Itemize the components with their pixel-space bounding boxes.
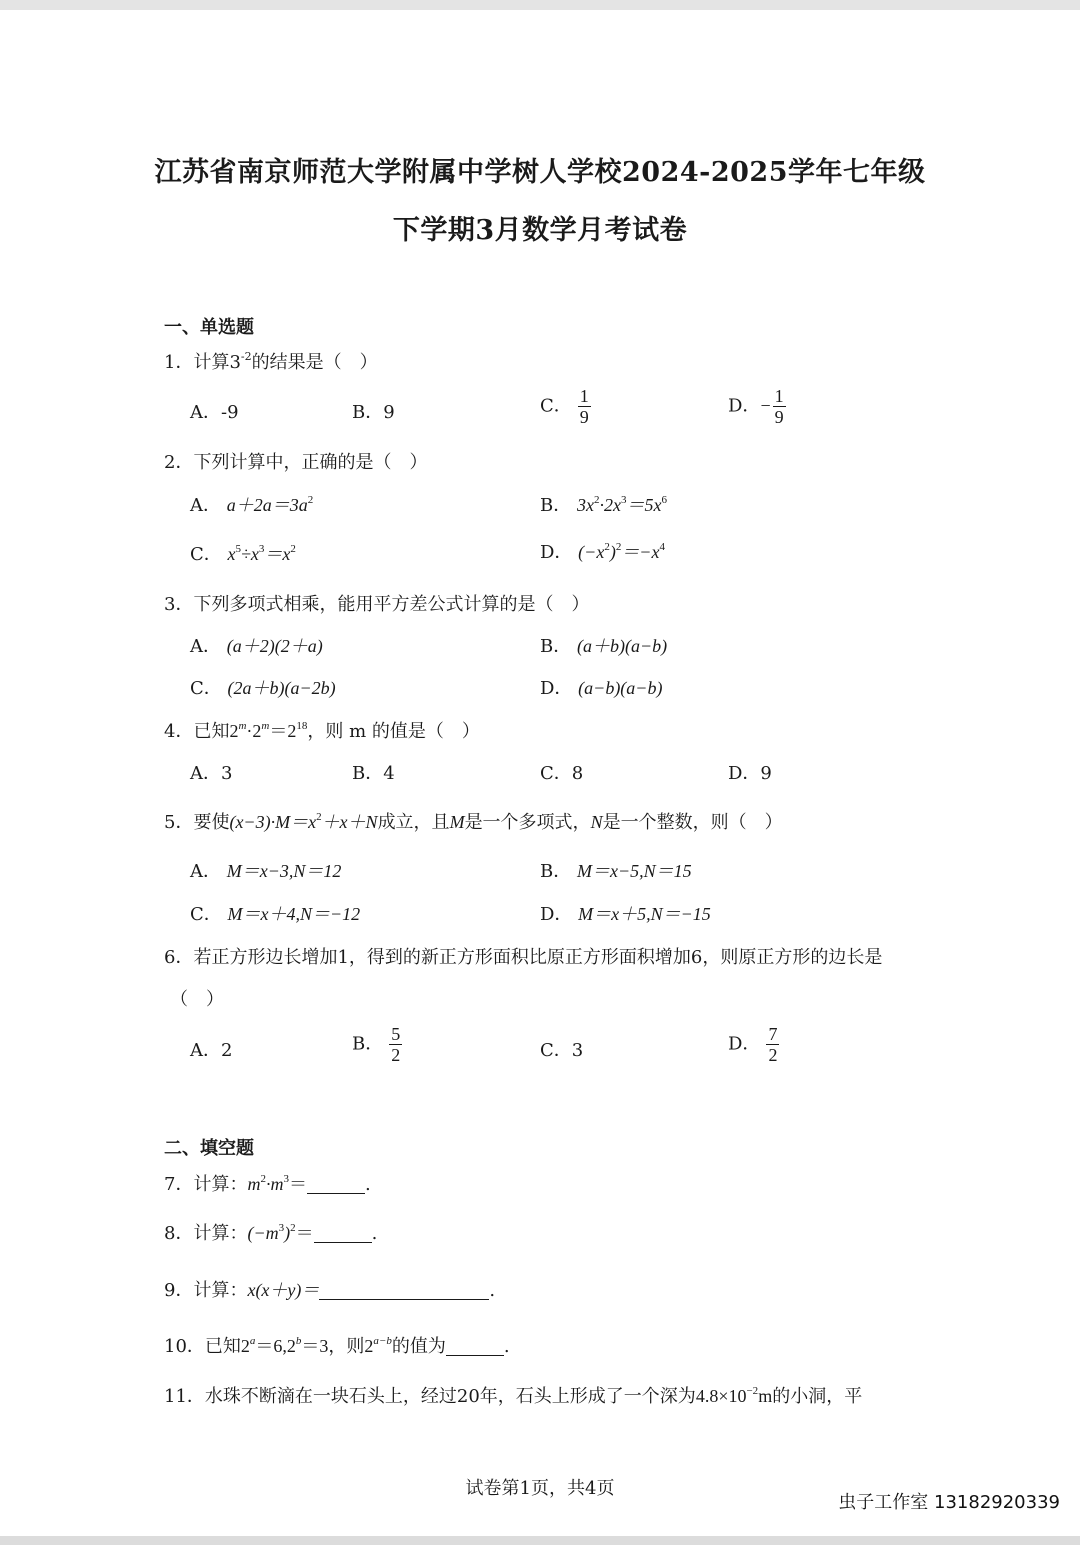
q5-text: 是一个整数，则（ ） [602, 812, 783, 833]
q4-option-a: A．3 [190, 763, 233, 784]
q6-option-d [728, 1024, 779, 1065]
fraction [389, 1024, 402, 1065]
q1-option-d [728, 386, 786, 427]
q1-exponent: -2 [240, 350, 252, 363]
numerator: 7 [768, 1024, 778, 1044]
option-label: A． [190, 861, 221, 882]
q1-text: 1．计算3 [164, 352, 241, 373]
bottom-scan-border [0, 1536, 1080, 1545]
exponent: a−b [373, 1335, 392, 1347]
q3-option-c [190, 674, 336, 700]
math-expr: ＝x [264, 544, 291, 564]
option-label: D． [728, 1033, 761, 1055]
q5-option-d [540, 900, 711, 926]
question-6-stem: 6．若正方形边长增加1，得到的新正方形面积比原正方形面积增加6，则原正方形的边长是 [164, 947, 883, 968]
math-expr: ·2 [246, 721, 262, 741]
answer-blank [446, 1337, 504, 1356]
exponent: m [238, 720, 247, 732]
math-expr: ＝2 [269, 721, 297, 741]
math-expr: ＝5x [626, 495, 662, 515]
question-10 [164, 1332, 510, 1358]
option-label: D． [540, 678, 573, 699]
q5-option-b [540, 857, 692, 883]
q6-option-a: A．2 [190, 1040, 233, 1061]
option-label: B． [540, 636, 572, 657]
equals: ＝ [295, 1223, 314, 1243]
q5-text: 成立，且 [377, 812, 450, 833]
math-expr: x [227, 544, 236, 564]
question-8 [164, 1219, 377, 1245]
option-label: C． [190, 678, 222, 699]
q11-text: 11．水珠不断滴在一块石头上，经过20年，石头上形成了一个深为 [164, 1386, 696, 1407]
watermark: 虫子工作室 13182920339 [838, 1492, 1060, 1513]
math-expr: M＝x−3,N＝12 [226, 861, 342, 881]
q1-option-c [540, 386, 591, 427]
math-expr: (−x [578, 542, 605, 562]
answer-blank [307, 1175, 365, 1194]
q4-option-b: B．4 [352, 763, 395, 784]
exponent: 2 [316, 811, 322, 823]
option-label: C． [190, 544, 222, 565]
math-expr: 2 [229, 721, 239, 741]
q4-option-d: D．9 [728, 763, 772, 784]
q1-option-c-label: C． [540, 395, 572, 417]
period: . [503, 1336, 510, 1357]
math-expr: ÷x [241, 544, 259, 564]
exponent: 18 [296, 720, 308, 732]
math-expr: M＝x＋5,N＝−15 [578, 904, 711, 924]
q1-option-a: A．-9 [190, 402, 239, 423]
q5-option-c [190, 900, 360, 926]
math-expr: (x−3)·M＝x [229, 812, 317, 832]
top-scan-border [0, 0, 1080, 10]
denominator: 9 [774, 407, 784, 427]
exponent: a [249, 1335, 256, 1347]
q11-text-tail: 的小洞，平 [772, 1386, 863, 1407]
exponent: 2 [290, 1222, 296, 1234]
option-label: A． [190, 636, 221, 657]
q1-option-d-label: D． [728, 395, 761, 417]
denominator: 2 [768, 1045, 778, 1065]
option-label: D． [540, 542, 573, 563]
period: . [371, 1223, 378, 1244]
math-expr: M＝x＋4,N＝−12 [227, 904, 361, 924]
answer-blank [314, 1224, 372, 1243]
q2-option-a [190, 491, 313, 517]
math-expr: (−m [247, 1223, 279, 1243]
denominator: 2 [391, 1045, 401, 1065]
q1-text-tail: 的结果是（ ） [251, 352, 378, 373]
q8-text: 8．计算： [164, 1223, 248, 1244]
exponent: 2 [260, 1173, 266, 1185]
option-label: C． [190, 904, 222, 925]
answer-blank [319, 1281, 489, 1300]
math-expr: ) [609, 542, 616, 562]
option-label: B． [540, 861, 572, 882]
section-heading-fill: 二、填空题 [164, 1138, 254, 1159]
question-2-stem: 2．下列计算中，正确的是（ ） [164, 452, 428, 473]
math-expr: ·m [265, 1174, 284, 1194]
option-label: A． [190, 495, 221, 516]
math-expr: (a＋b)(a−b) [576, 636, 668, 656]
exponent: m [261, 720, 270, 732]
unit: m [758, 1386, 773, 1406]
math-expr: 3x [576, 495, 594, 515]
exam-title-line2: 下学期3月数学月考试卷 [392, 215, 688, 246]
q1-option-b: B．9 [352, 402, 395, 423]
exponent: 2 [290, 543, 296, 555]
q7-text: 7．计算： [164, 1174, 248, 1195]
q5-option-a [190, 857, 341, 883]
question-9 [164, 1276, 495, 1302]
exponent: 2 [604, 541, 610, 553]
q10-text: 的值为 [391, 1336, 446, 1357]
exam-title-line1: 江苏省南京师范大学附属中学树人学校2024-2025学年七年级 [154, 157, 926, 188]
exponent: 2 [307, 494, 314, 506]
math-expr: a＋2a＝3a [226, 495, 308, 515]
q5-text: 是一个多项式， [464, 812, 591, 833]
q10-text: ，则 [328, 1336, 365, 1357]
math-expr: 2 [240, 1336, 250, 1356]
exponent: 3 [283, 1173, 289, 1185]
q4-option-c: C．8 [540, 763, 584, 784]
q2-option-b [540, 491, 667, 517]
q9-text: 9．计算： [164, 1280, 248, 1301]
exponent: 2 [593, 494, 600, 506]
option-label: D． [540, 904, 573, 925]
question-7 [164, 1170, 371, 1196]
minus-sign: − [760, 395, 771, 416]
math-expr: M＝x−5,N＝15 [576, 861, 692, 881]
question-3-stem: 3．下列多项式相乘，能用平方差公式计算的是（ ） [164, 594, 590, 615]
option-label: B． [540, 495, 572, 516]
q2-option-c [190, 540, 296, 566]
exponent: 3 [620, 494, 627, 506]
math-expr: ·2x [599, 495, 621, 515]
q4-text: 4．已知 [164, 721, 230, 742]
math-expr: (2a＋b)(a−2b) [227, 678, 336, 698]
math-expr: ＝6,2 [255, 1336, 296, 1356]
numerator: 1 [579, 386, 589, 406]
exponent: 4 [659, 541, 665, 553]
exponent: −2 [746, 1385, 759, 1397]
equals: ＝ [288, 1174, 307, 1194]
q6-option-b [352, 1024, 402, 1065]
question-11 [164, 1382, 862, 1408]
math-expr: 2 [364, 1336, 374, 1356]
math-expr: ＝−x [621, 542, 660, 562]
question-4-stem [164, 717, 480, 743]
exponent: 2 [615, 541, 622, 553]
math-expr: 4.8×10 [695, 1386, 747, 1406]
q3-option-b [540, 632, 667, 658]
q3-option-a [190, 632, 323, 658]
math-expr: ) [284, 1223, 291, 1243]
fraction [766, 1024, 779, 1065]
math-expr: ＝3 [301, 1336, 329, 1356]
q5-text: 5．要使 [164, 812, 230, 833]
math-expr: (a＋2)(2＋a) [226, 636, 323, 656]
numerator: 5 [391, 1024, 401, 1044]
period: . [489, 1280, 496, 1301]
fraction [773, 386, 786, 427]
exponent: 6 [661, 494, 667, 506]
math-expr: m [247, 1174, 261, 1194]
numerator: 1 [774, 386, 784, 406]
question-1-stem [164, 348, 378, 374]
math-expr: x(x＋y)＝ [247, 1280, 320, 1300]
option-label: B． [352, 1033, 384, 1055]
math-expr: (a−b)(a−b) [578, 678, 663, 698]
denominator: 9 [579, 407, 589, 427]
exponent: 3 [258, 543, 265, 555]
math-expr: ＋x＋N [321, 812, 378, 832]
fraction [578, 386, 591, 427]
page-footer: 试卷第1页，共4页 [465, 1478, 615, 1499]
exponent: 5 [235, 543, 242, 555]
period: . [364, 1174, 371, 1195]
q2-option-d [540, 538, 665, 564]
q3-option-d [540, 674, 662, 700]
exponent: b [295, 1335, 302, 1347]
exponent: 3 [278, 1222, 285, 1234]
q6-option-c: C．3 [540, 1040, 584, 1061]
math-var: M [449, 812, 465, 832]
section-heading-choice: 一、单选题 [164, 317, 254, 338]
question-6-paren: （ ） [170, 989, 224, 1010]
math-var: N [590, 812, 603, 832]
q4-text-tail: ，则 m 的值是（ ） [307, 721, 480, 742]
question-5-stem [164, 808, 783, 834]
q10-text: 10．已知 [164, 1336, 241, 1357]
